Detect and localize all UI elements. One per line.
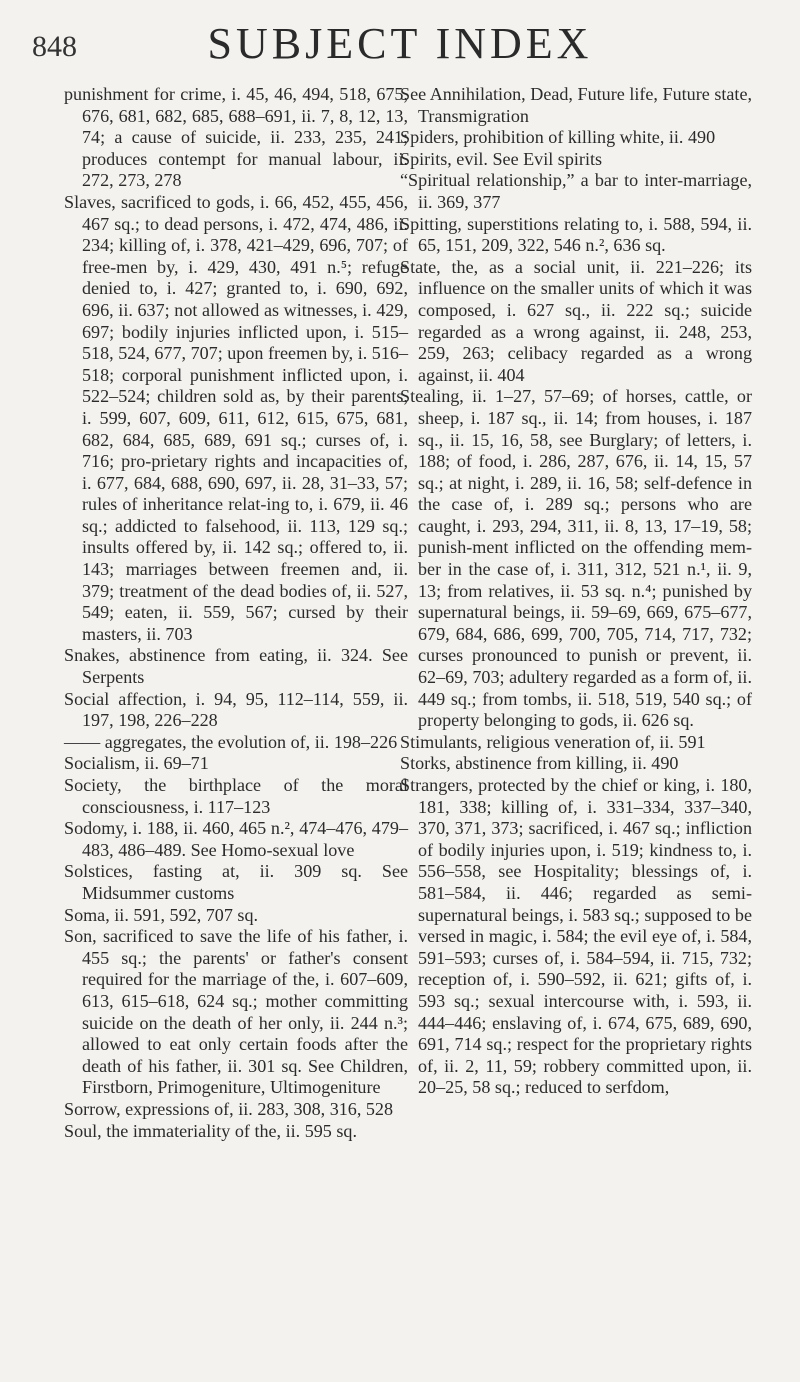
index-entry: Spiders, prohibition of killing white, ii. 490 xyxy=(400,127,716,148)
index-entry: Social affection, i. 94, 95, 112–114, 559, ii. 197, 198, 226–228 xyxy=(64,688,408,731)
index-entry: Soul, the immateriality of the, ii. 595 sq. xyxy=(64,1120,357,1141)
left-column xyxy=(64,84,408,1142)
index-entry: Socialism, ii. 69–71 xyxy=(64,753,209,774)
index-entry: Strangers, protected by the chief or king, i. 180, 181, 338; killing of, i. 331–334, 337–340, 370, 371, 373; sacrificed, i. 467 sq.; infliction of bodily injuries upon, i. 519; kindness to, i. 556–558, see Hospitality; blessings of, i. 581–584, ii. 446; regarded as semi-supernatural beings, i. 583 sq.; supposed to be versed in magic, i. 584; the evil eye of, i. 584, 591–593; curses of, i. 584–594, ii. 715, 732; reception of, i. 590–592, ii. 621; gifts of, i. 593 sq.; sexual intercourse with, i. 593, ii. 444–446; enslaving of, i. 674, 675, 689, 690, 691, 714 sq.; respect for the proprietary rights of, ii. 2, 11, 59; robbery committed upon, ii. 20–25, 58 sq.; reduced to serfdom, xyxy=(400,775,752,1098)
index-entry: Society, the birthplace of the moral consciousness, i. 117–123 xyxy=(64,775,408,817)
running-title: SUBJECT INDEX xyxy=(207,19,593,68)
index-entry: Slaves, sacrificed to gods, i. 66, 452, 455, 456, 467 sq.; to dead persons, i. 472, 474, 486, ii. 234; killing of, i. 378, 421–429, 696, 707; of free-men by, i. 429, 430, 491 n.⁵; refuge denied to, i. 427; granted to, i. 690, 692, 696, ii. 637; not allowed as witnesses, i. 429, 697; bodily injuries inflicted upon, i. 515–518, 524, 677, 707; upon freemen by, i. 516–518; corporal punishment inflicted upon, i. 522–524; children sold as, by their parents, i. 599, 607, 609, 611, 612, 615, 675, 681, 682, 684, 685, 689, 691 sq.; curses of, i. 716; pro-prietary rights and incapacities of, i. 677, 684, 688, 690, 697, ii. 28, 31–33, 57; rules of inheritance relat-ing to, i. 679, ii. 46 sq.; addicted to falsehood, ii. 113, 129 sq.; insults offered by, ii. 142 sq.; offered to, ii. 143; marriages between freemen and, ii. 379; treatment of the dead bodies of, ii. 527, 549; eaten, ii. 559, 567; cursed by their masters, ii. 703 xyxy=(64,191,408,644)
index-entry: Storks, abstinence from killing, ii. 490 xyxy=(400,753,679,774)
index-entry: Snakes, abstinence from eating, ii. 324. See Serpents xyxy=(64,645,408,688)
page-number: 848 xyxy=(32,30,77,63)
index-entry: Spitting, superstitions relating to, i. 588, 594, ii. 65, 151, 209, 322, 546 n.², 636 sq. xyxy=(400,213,752,256)
index-entry: See Annihilation, Dead, Future life, Future state, Transmigration xyxy=(400,84,752,126)
index-entry: Stimulants, religious veneration of, ii. 591 xyxy=(400,731,706,752)
index-entry: Sodomy, i. 188, ii. 460, 465 n.², 474–476, 479–483, 486–489. See Homo-sexual love xyxy=(64,818,408,860)
index-entry: Son, sacrificed to save the life of his father, i. 455 sq.; the parents' or father's consent required for the marriage of the, i. 607–609, 613, 615–618, 624 sq.; mother committing suicide on the death of her only, ii. 244 n.³; allowed to eat only certain foods after the death of his father, ii. 301 sq. See Children, Firstborn, Primogeniture, Ultimogeniture xyxy=(64,926,408,1098)
page-header xyxy=(0,8,800,78)
index-entry: Soma, ii. 591, 592, 707 sq. xyxy=(64,904,259,925)
index-entry: Sorrow, expressions of, ii. 283, 308, 316, 528 xyxy=(64,1098,394,1119)
index-entry: Stealing, ii. 1–27, 57–69; of horses, cattle, or sheep, i. 187 sq., ii. 14; from houses, i. 187 sq., ii. 15, 16, 58, see Burglary; of letters, i. 188; of food, i. 286, 287, 676, ii. 14, 15, 57 sq.; at night, i. 289, ii. 16, 58; self-defence in the case of, i. 289 sq.; persons who are caught, i. 293, 294, 311, ii. 8, 13, 17–19, 58; punish-ment inflicted on the offending mem-ber in the case of, i. 311, 312, 521 n.¹, ii. 9, 13; from relatives, ii. 53 sq. n.⁴; punished by supernatural beings, ii. 59–69, 669, 675–677, 679, 684, 686, 699, 700, 705, 714, 717, 732; curses pronounced to punish or prevent, ii. 62–69, 703; adultery regarded as a form of, ii. 449 sq.; from tombs, ii. 518, 519, 540 sq.; of property belonging to gods, ii. 626 sq. xyxy=(400,386,752,731)
index-entry: Spirits, evil. See Evil spirits xyxy=(400,148,603,169)
index-entry: —— aggregates, the evolution of, ii. 198–226 xyxy=(64,731,398,752)
right-column xyxy=(400,84,752,1099)
index-entry: Solstices, fasting at, ii. 309 sq. See Midsummer customs xyxy=(64,861,408,903)
index-entry: State, the, as a social unit, ii. 221–226; its influence on the smaller units of which it was composed, i. 627 sq., ii. 222 sq.; suicide regarded as a wrong against, ii. 248, 253, 259, 263; celibacy regarded as a wrong against, ii. 404 xyxy=(400,256,752,385)
index-entry: “Spiritual relationship,” a bar to inter-marriage, ii. 369, 377 xyxy=(400,170,752,212)
index-entry: punishment for crime, i. 45, 46, 494, 518, 675, 676, 681, 682, 685, 688–691, ii. 7, 8, 12, 13, 74; a cause of suicide, ii. 233, 235, 241; produces contempt for manual labour, ii. 272, 273, 278 xyxy=(64,84,408,191)
